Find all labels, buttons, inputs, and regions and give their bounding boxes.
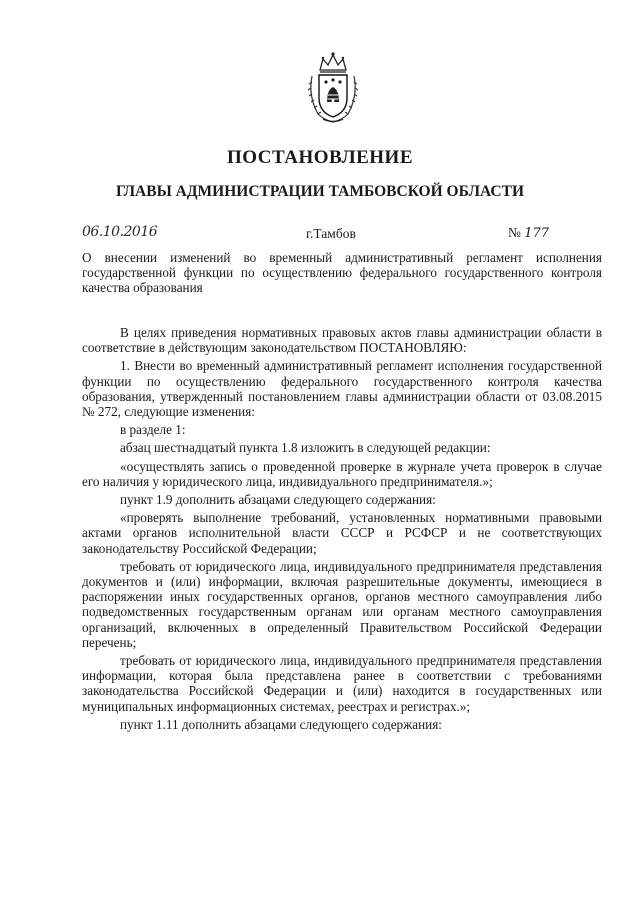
paragraph: 1. Внести во временный административный регламент исполнения государственной функции по осуществлению федерального государственного контроля качества образования, утвержденный постановлением главы администрации области от 03.08.2015 № 272, следующие изменения: xyxy=(82,358,602,420)
document-subtitle: ГЛАВЫ АДМИНИСТРАЦИИ ТАМБОВСКОЙ ОБЛАСТИ xyxy=(115,183,525,200)
paragraph: В целях приведения нормативных правовых актов главы администрации области в соответствие в действующим законодательством ПОСТАНОВЛЯЮ: xyxy=(82,325,602,356)
document-title: ПОСТАНОВЛЕНИЕ xyxy=(226,147,414,168)
paragraph: требовать от юридического лица, индивидуального предпринимателя представления информации, которая была представлена ранее в соответствии с требованиями законодательства Российской Федерации и (или) находится в государственных или муниципальных информационных системах, реестрах и регистрах.»; xyxy=(82,653,602,714)
number-value: 177 xyxy=(524,226,550,241)
city-label: г.Тамбов xyxy=(306,226,356,241)
document-body xyxy=(82,325,602,735)
coat-of-arms-icon xyxy=(306,50,360,124)
paragraph: абзац шестнадцатый пункта 1.8 изложить в следующей редакции: xyxy=(120,440,491,456)
paragraph: требовать от юридического лица, индивидуального предпринимателя представления документов и (или) информации, включая разрешительные документы, имеющиеся в распоряжении иных государственных органов, органов местного самоуправления либо подведомственных государственным органам или органам местного самоуправления организаций, включенных в определенный Правительством Российской Федерации перечень; xyxy=(82,558,602,650)
document-heading: О внесении изменений во временный административный регламент исполнения государственной функции по осуществлению федерального государственного контроля качества образования xyxy=(82,250,602,295)
paragraph: пункт 1.9 дополнить абзацами следующего содержания: xyxy=(120,492,436,508)
paragraph: пункт 1.11 дополнить абзацами следующего содержания: xyxy=(120,716,442,732)
document-number xyxy=(508,225,549,241)
paragraph: в разделе 1: xyxy=(120,422,186,438)
handwritten-date: 06.10.2016 xyxy=(82,224,158,240)
paragraph: «проверять выполнение требований, установленных нормативными правовыми актами органов исполнительной власти СССР и РСФСР и не соответствующих законодательству Российской Федерации; xyxy=(82,510,602,556)
paragraph: «осуществлять запись о проведенной проверке в журнале учета проверок в случае его наличия у юридического лица, индивидуального предпринимателя.»; xyxy=(82,458,602,489)
number-prefix: № xyxy=(508,225,521,240)
